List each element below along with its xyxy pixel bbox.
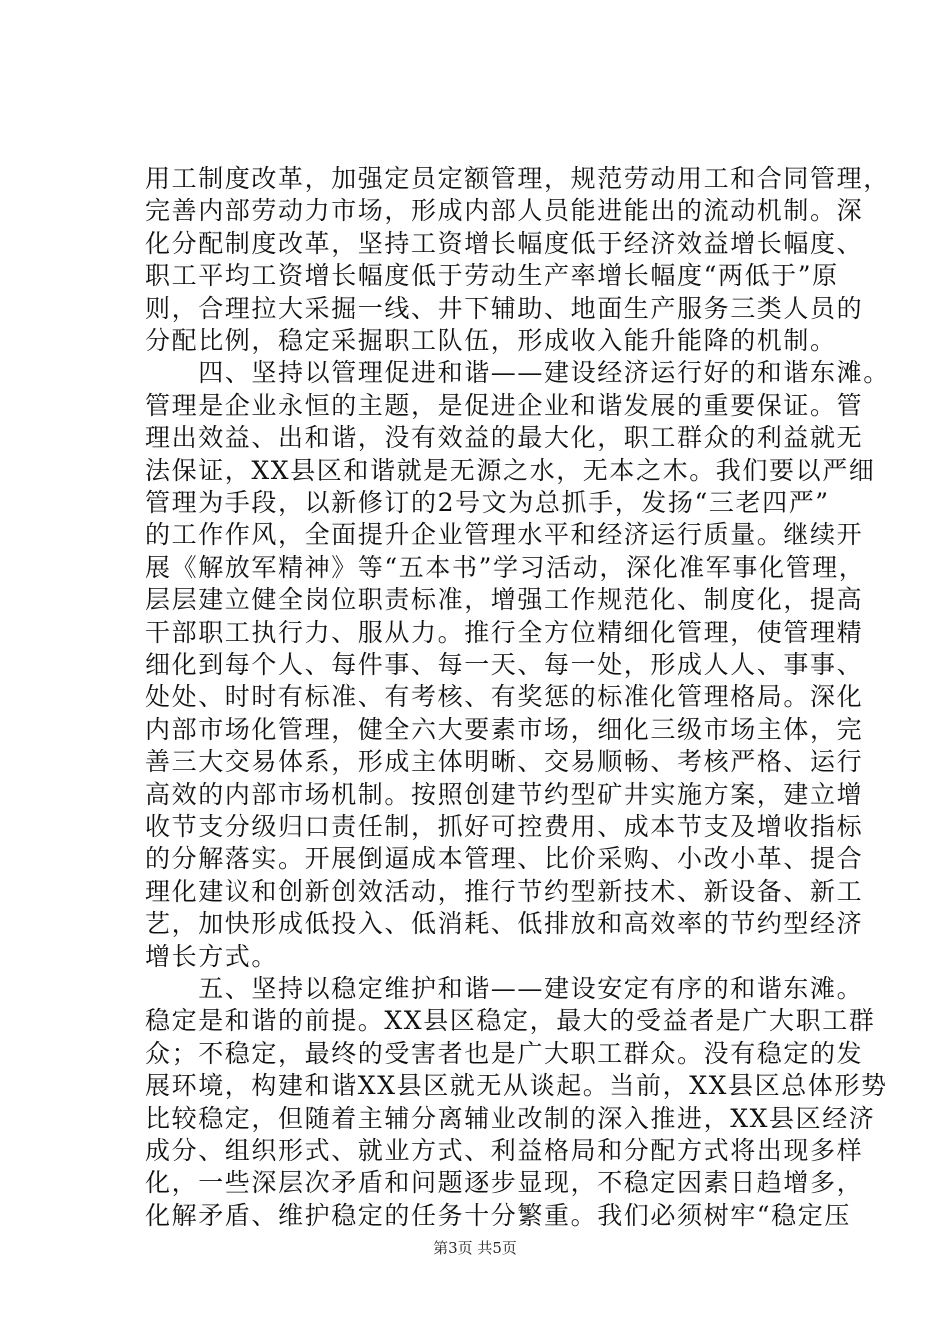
text-line: 管理是企业永恒的主题，是促进企业和谐发展的重要保证。管 (145, 390, 864, 420)
text-line: 的工作作风，全面提升企业管理水平和经济运行质量。继续开 (145, 520, 864, 550)
text-line: 化解矛盾、维护稳定的任务十分繁重。我们必须树牢“稳定压 (145, 1200, 851, 1230)
text-line: 艺，加快形成低投入、低消耗、低排放和高效率的节约型经济 (145, 909, 864, 939)
text-line: 完善内部劳动力市场，形成内部人员能进能出的流动机制。深 (145, 196, 864, 226)
text-line: 层层建立健全岗位职责标准，增强工作规范化、制度化，提高 (145, 585, 864, 615)
text-line: 化分配制度改革，坚持工资增长幅度低于经济效益增长幅度、 (145, 228, 864, 258)
text-line: 分配比例，稳定采掘职工队伍，形成收入能升能降的机制。 (145, 326, 837, 355)
text-line: 稳定是和谐的前提。XX县区稳定，最大的受益者是广大职工群 (145, 1006, 876, 1036)
page-number-footer: 第3页 共5页 (433, 1239, 517, 1257)
text-line: 高效的内部市场机制。按照创建节约型矿井实施方案，建立增 (145, 779, 864, 809)
text-line: 理出效益、出和谐，没有效益的最大化，职工群众的利益就无 (145, 423, 864, 453)
text-line: 比较稳定，但随着主辅分离辅业改制的深入推进，XX县区经济 (145, 1103, 876, 1133)
text-line: 细化到每个人、每件事、每一天、每一处，形成人人、事事、 (145, 650, 864, 679)
text-line: 处处、时时有标准、有考核、有奖惩的标准化管理格局。深化 (145, 682, 864, 712)
text-line: 职工平均工资增长幅度低于劳动生产率增长幅度“两低于”原 (145, 261, 839, 291)
text-line: 理化建议和创新创效活动，推行节约型新技术、新设备、新工 (145, 876, 864, 906)
text-line: 收节支分级归口责任制，抓好可控费用、成本节支及增收指标 (145, 812, 864, 841)
section-heading-line: 四、坚持以管理促进和谐——建设经济运行好的和谐东滩。 (145, 358, 890, 388)
section-heading-line: 五、坚持以稳定维护和谐——建设安定有序的和谐东滩。 (145, 974, 864, 1003)
text-line: 化，一些深层次矛盾和问题逐步显现，不稳定因素日趋增多， (145, 1168, 864, 1198)
text-line: 展环境，构建和谐XX县区就无从谈起。当前，XX县区总体形势 (145, 1071, 888, 1101)
text-line: 管理为手段，以新修订的2号文为总抓手，发扬“三老四严” (145, 488, 830, 517)
text-line: 众；不稳定，最终的受害者也是广大职工群众。没有稳定的发 (145, 1038, 864, 1068)
text-line: 善三大交易体系，形成主体明晰、交易顺畅、考核严格、运行 (145, 747, 864, 777)
text-line: 增长方式。 (145, 941, 279, 971)
text-line: 法保证，XX县区和谐就是无源之水，无本之木。我们要以严细 (145, 455, 876, 485)
text-line: 的分解落实。开展倒逼成本管理、比价采购、小改小革、提合 (145, 844, 864, 874)
text-line: 则，合理拉大采掘一线、井下辅助、地面生产服务三类人员的 (145, 293, 864, 323)
text-line: 用工制度改革，加强定员定额管理，规范劳动用工和合同管理， (145, 164, 890, 193)
text-line: 干部职工执行力、服从力。推行全方位精细化管理，使管理精 (145, 617, 864, 647)
text-line: 内部市场化管理，健全六大要素市场，细化三级市场主体，完 (145, 714, 864, 744)
text-line: 展《解放军精神》等“五本书”学习活动，深化准军事化管理， (145, 552, 866, 582)
text-line: 成分、组织形式、就业方式、利益格局和分配方式将出现多样 (145, 1136, 864, 1165)
